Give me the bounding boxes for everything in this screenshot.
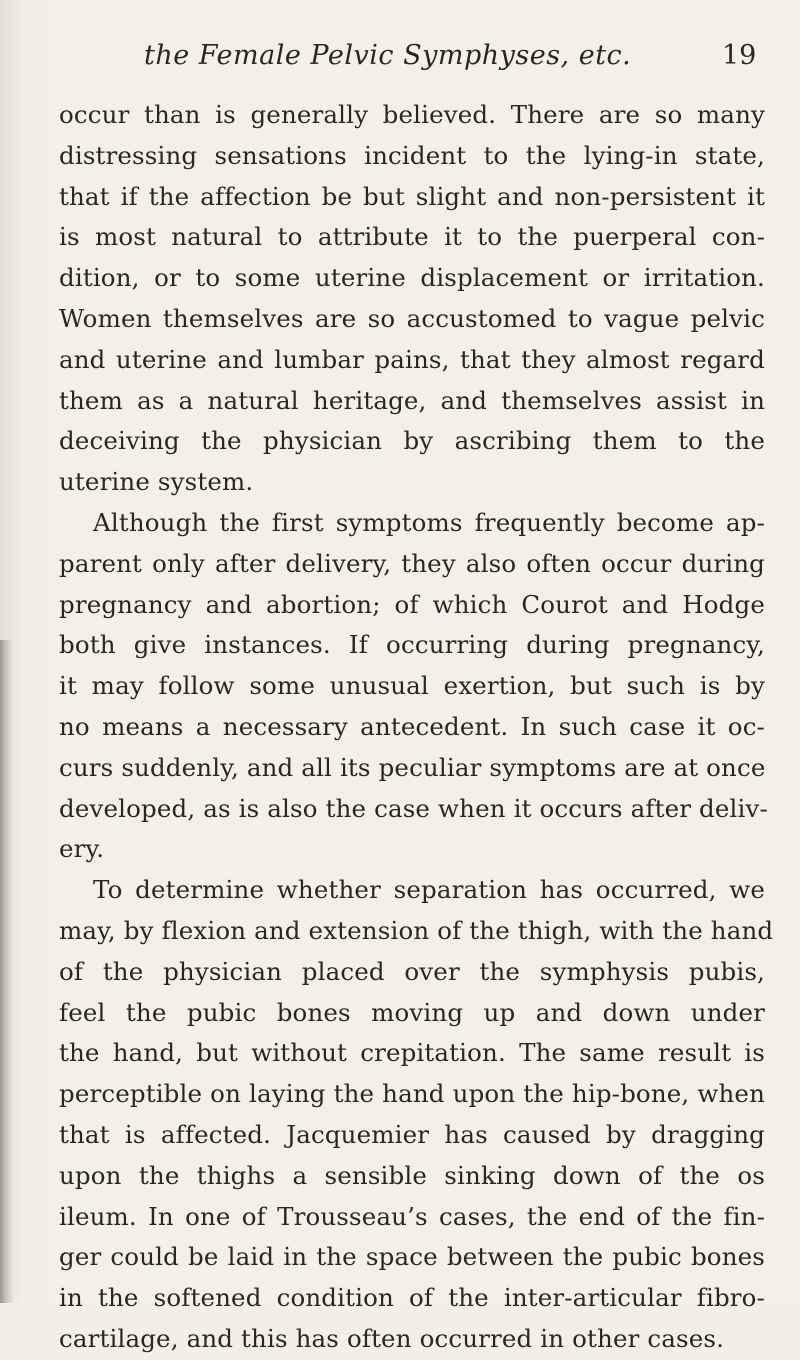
running-head <box>60 40 760 80</box>
text-line: dition, or to some uterine displacement or irritation. <box>59 263 765 293</box>
text-line: occur than is generally believed. There are so many <box>59 100 765 129</box>
text-line: uterine system. <box>59 467 254 497</box>
text-line: no means a necessary antecedent. In such case it oc- <box>59 711 765 741</box>
text-line: pregnancy and abortion; of which Courot and Hodge <box>59 589 765 619</box>
text-line: ileum. In one of Trousseau’s cases, the end of the fin- <box>59 1201 765 1231</box>
text-line: it may follow some unusual exertion, but such is by <box>59 671 765 701</box>
text-line: both give instances. If occurring during pregnancy, <box>59 630 765 660</box>
text-line: upon the thighs a sensible sinking down of the os <box>59 1160 765 1190</box>
text-line: parent only after delivery, they also often occur during <box>59 548 765 578</box>
text-line: Women themselves are so accustomed to vague pelvic <box>59 303 765 333</box>
running-title: the Female Pelvic Symphyses, etc. <box>144 40 632 71</box>
text-line: in the softened condition of the inter-articular fibro- <box>59 1283 765 1313</box>
text-line: that is affected. Jacquemier has caused by dragging <box>59 1119 765 1149</box>
paragraph-start: Although the first symptoms frequently become ap- <box>93 507 765 537</box>
body-text <box>59 95 774 1360</box>
text-line: that if the affection be but slight and non-persistent it <box>59 181 765 211</box>
gutter-shadow <box>0 640 14 1303</box>
paragraph-start: To determine whether separation has occurred, we <box>93 875 765 905</box>
text-line: and uterine and lumbar pains, that they almost regard <box>59 344 765 374</box>
text-line: them as a natural heritage, and themselves assist in <box>59 385 765 415</box>
text-line: cartilage, and this has often occurred in other cases. <box>59 1323 725 1353</box>
text-line: deceiving the physician by ascribing them to the <box>59 426 765 456</box>
text-line: ger could be laid in the space between the pubic bones <box>59 1242 765 1272</box>
text-line: is most natural to attribute it to the puerperal con- <box>59 222 765 252</box>
text-line: of the physician placed over the symphysis pubis, <box>59 956 765 986</box>
text-line: ery. <box>59 834 105 864</box>
text-line: distressing sensations incident to the lying-in state, <box>59 140 765 170</box>
page-number: 19 <box>722 40 757 71</box>
text-line: developed, as is also the case when it occurs after deliv- <box>59 793 768 823</box>
text-line: the hand, but without crepitation. The same result is <box>59 1038 765 1068</box>
text-line: perceptible on laying the hand upon the hip-bone, when <box>59 1079 765 1109</box>
text-line: curs suddenly, and all its peculiar symptoms are at once <box>59 752 766 782</box>
text-line: feel the pubic bones moving up and down under <box>59 997 765 1027</box>
text-line: may, by flexion and extension of the thigh, with the hand <box>59 915 774 945</box>
